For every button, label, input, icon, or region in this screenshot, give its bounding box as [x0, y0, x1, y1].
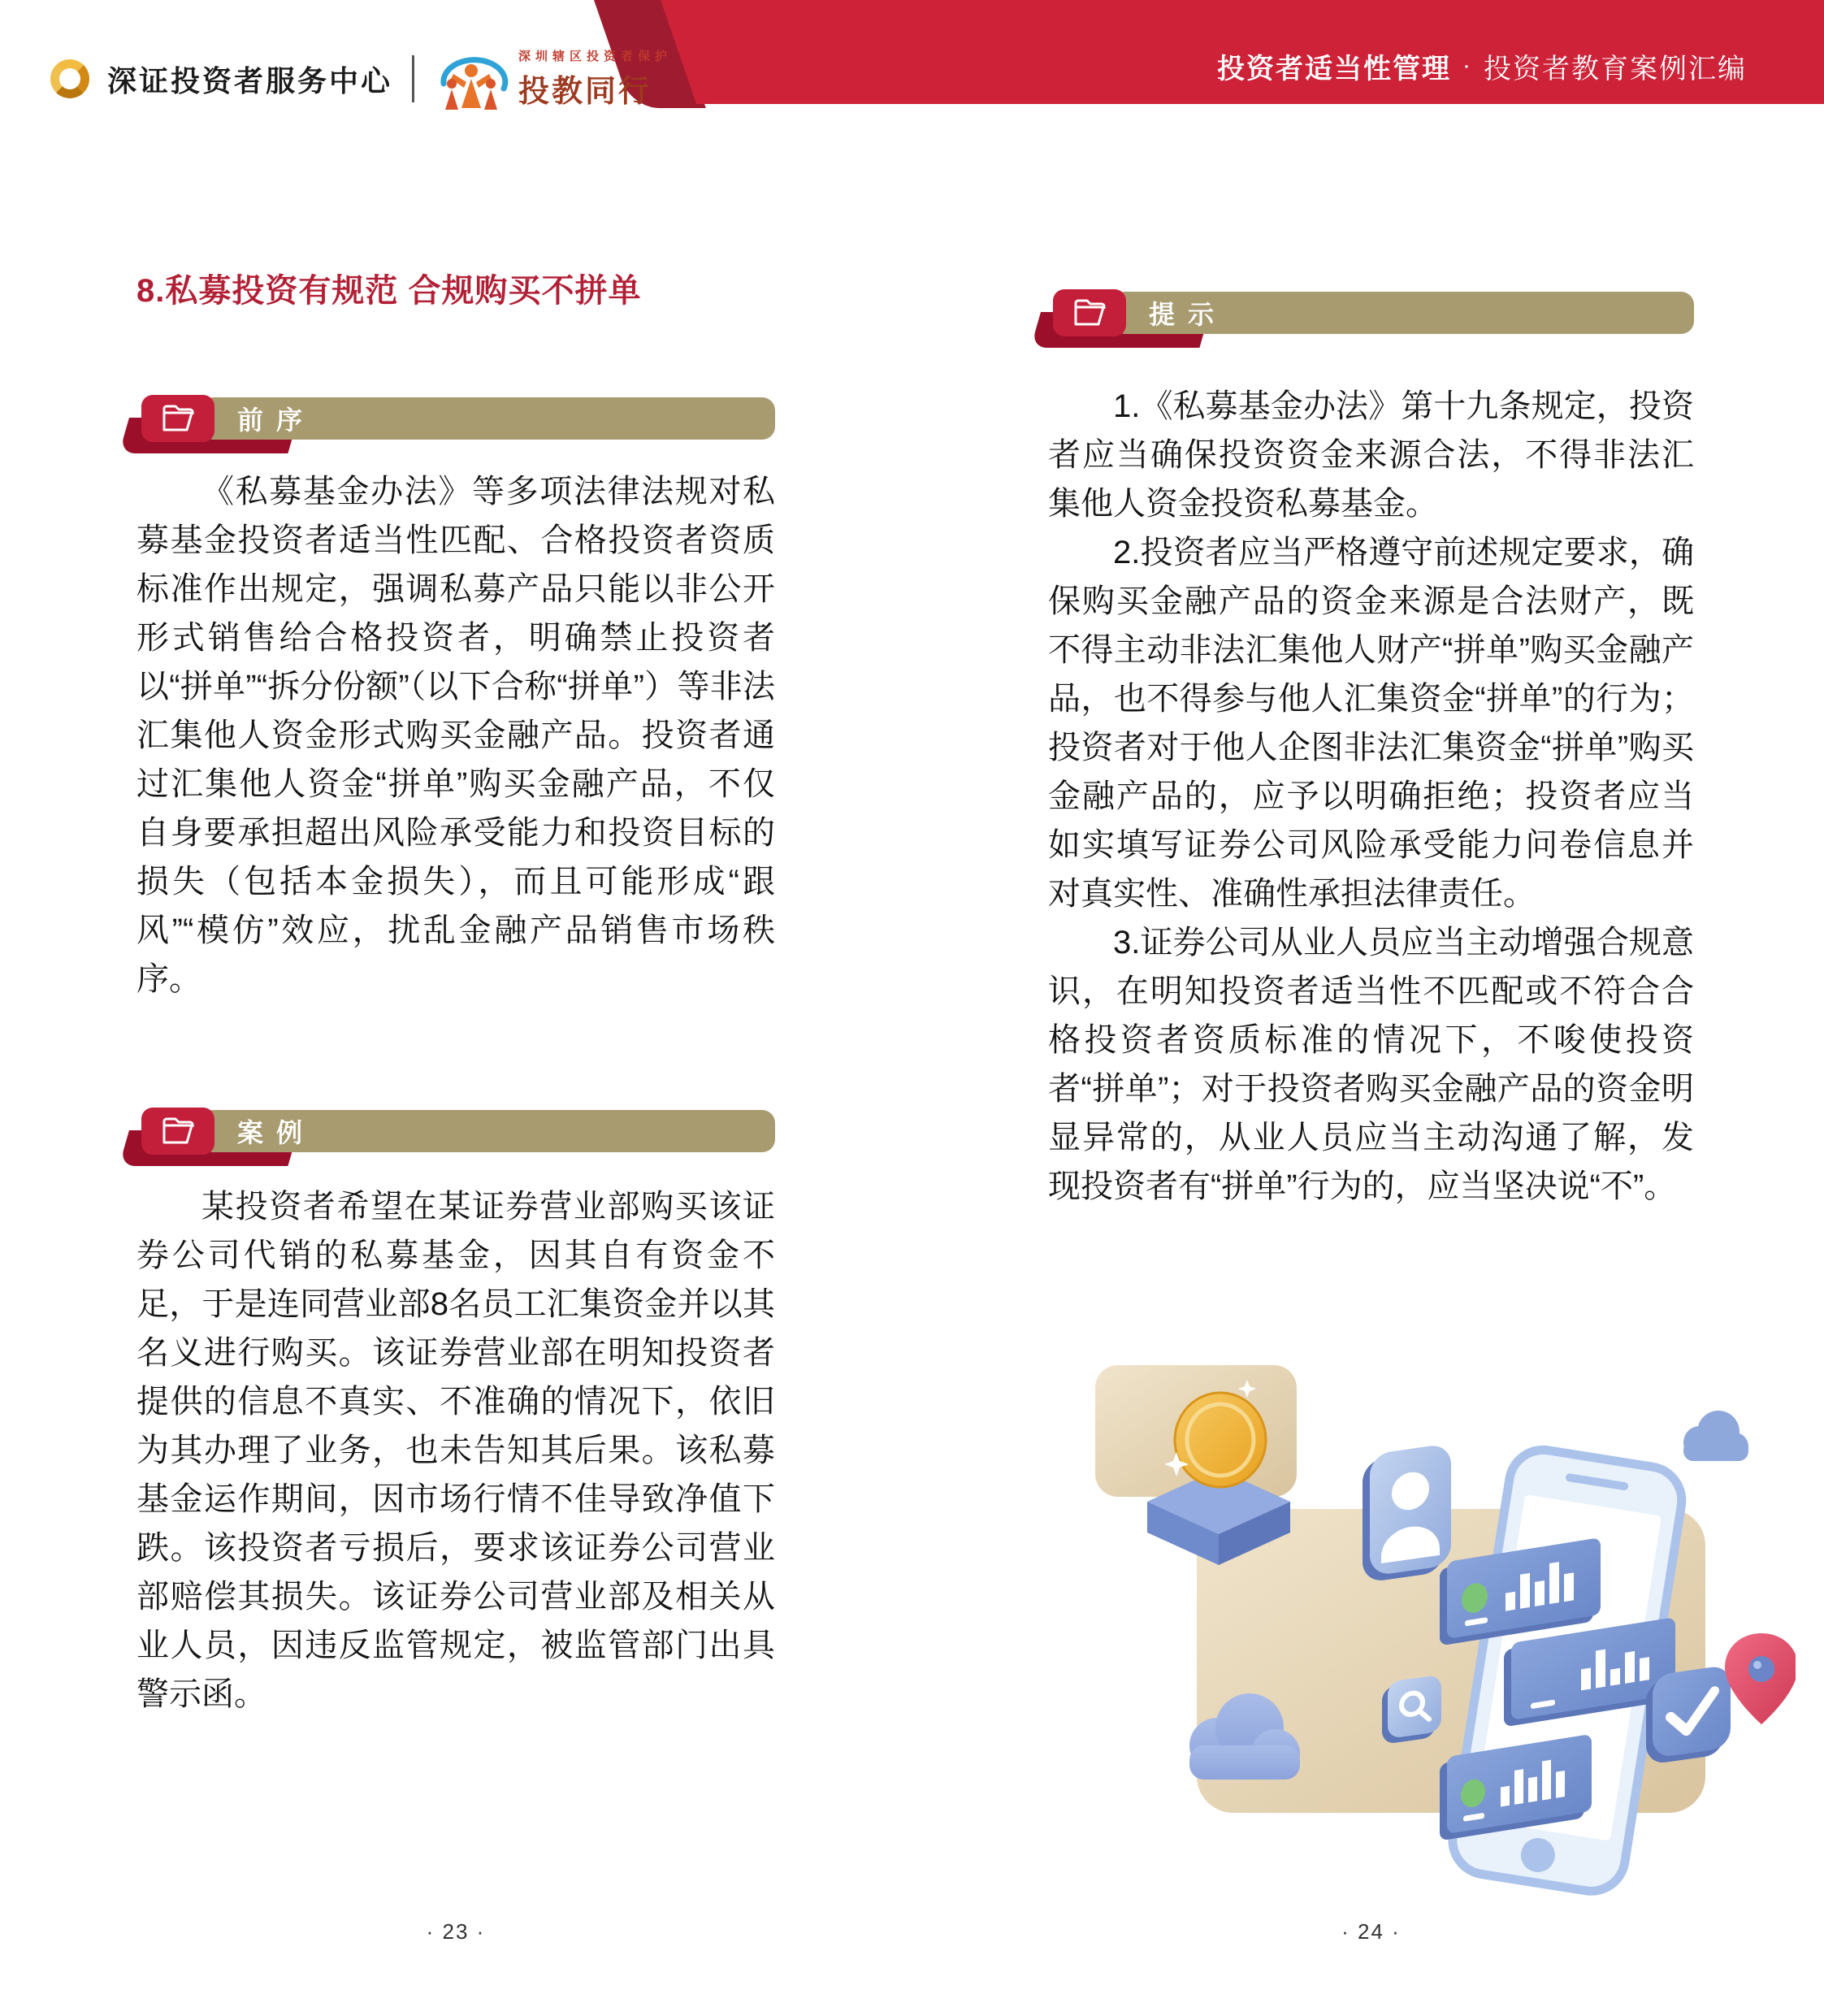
people-arc-logo-icon	[431, 41, 512, 116]
section-label: 前序	[237, 405, 316, 435]
paragraph: 某投资者希望在某证券营业部购买该证券公司代销的私募基金，因其自有资金不足，于是连同营业部8名员工汇集资金并以其名义进行购买。该证券营业部在明知投资者提供的信息不真实、不准确的情况下，依旧为其办理了业务，也未告知其后果。该私募基金运作期间，因市场行情不佳导致净值下跌。该投资者亏损后，要求该证券公司营业部赔偿其损失。该证券公司营业部及相关从业人员，因违反监管规定，被监管部门出具警示函。	[136, 1189, 775, 1712]
banner-separator: ·	[1462, 52, 1472, 79]
folder-icon	[1071, 297, 1108, 329]
section-header-preface	[141, 395, 775, 442]
page-number-right: · 24 ·	[1341, 1919, 1401, 1944]
section-header-case	[141, 1108, 775, 1155]
page-title: 8.私募投资有规范 合规购买不拼单	[136, 273, 642, 309]
section-label: 案例	[237, 1118, 316, 1147]
toujiao-logo	[431, 41, 672, 116]
folder-tab	[1053, 289, 1126, 336]
coin-icon	[1175, 1393, 1266, 1487]
cloud-icon	[1683, 1411, 1748, 1461]
folder-icon	[159, 1115, 197, 1147]
folder-tab	[141, 395, 214, 442]
page-number-left: · 23 ·	[426, 1919, 486, 1944]
user-icon	[1363, 1443, 1451, 1583]
org-name: 深证投资者服务中心	[107, 63, 393, 98]
paragraph: 2.投资者应当严格遵守前述规定要求，确保购买金融产品的资金来源是合法财产，既不得主动非法汇集他人财产“拼单”购买金融产品，也不得参与他人汇集资金“拼单”的行为；投资者对于他人企图非法汇集资金“拼单”购买金融产品的，应予以明确拒绝；投资者应当如实填写证券公司风险承受能力问卷信息并对真实性、准确性承担法律责任。	[1048, 535, 1694, 912]
preface-text	[136, 467, 775, 1004]
location-pin-icon	[1725, 1633, 1796, 1724]
banner-text	[1217, 0, 1747, 104]
fintech-illustration	[1081, 1365, 1796, 1901]
logo-title: 投教同行	[518, 75, 652, 109]
banner-title-regular: 投资者教育案例汇编	[1484, 53, 1747, 85]
toujiao-logo-texts	[518, 47, 672, 111]
paragraph: 1.《私募基金办法》第十九条规定，投资者应当确保投资资金来源合法，不得非法汇集他人资金投资私募基金。	[1048, 388, 1694, 522]
section-bar	[206, 397, 775, 440]
section-label: 提示	[1149, 300, 1228, 329]
tips-text	[1048, 382, 1694, 1211]
folder-tab	[141, 1108, 214, 1155]
paragraph: 3.证券公司从业人员应当主动增强合规意识，在明知投资者适当性不匹配或不符合合格投资者资质标准的情况下，不唆使投资者“拼单”；对于投资者购买金融产品的资金明显异常的，从业人员应当主动沟通了解，发现投资者有“拼单”行为的，应当坚决说“不”。	[1048, 925, 1694, 1204]
szsc-ring-logo-icon	[50, 59, 89, 98]
banner-title-bold: 投资者适当性管理	[1217, 53, 1451, 85]
section-header-tips	[1053, 289, 1694, 336]
folder-icon	[159, 402, 197, 435]
case-text	[136, 1182, 775, 1719]
paragraph: 《私募基金办法》等多项法律法规对私募基金投资者适当性匹配、合格投资者资质标准作出规定，强调私募产品只能以非公开形式销售给合格投资者，明确禁止投资者以“拼单”“拆分份额”（以下合称“拼单”）等非法汇集他人资金形式购买金融产品。投资者通过汇集他人资金“拼单”购买金融产品，不仅自身要承担超出风险承受能力和投资目标的损失（包括本金损失），而且可能形成“跟风”“模仿”效应，扰乱金融产品销售市场秩序。	[136, 474, 775, 997]
section-bar	[206, 1110, 775, 1152]
header	[50, 42, 672, 115]
section-bar	[1118, 292, 1694, 334]
logo-subtitle: 深圳辖区投资者保护	[518, 50, 673, 63]
header-divider	[412, 55, 414, 102]
